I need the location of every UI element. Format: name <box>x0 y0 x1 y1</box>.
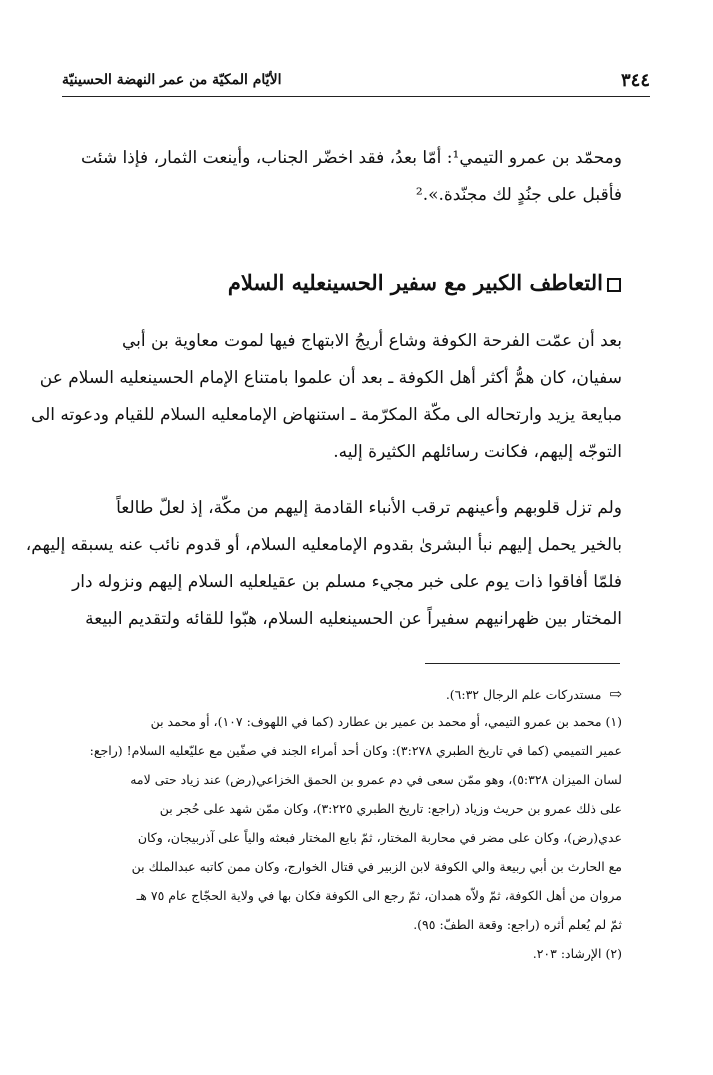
square-bullet-icon <box>607 278 621 292</box>
continuation-arrow-icon: ⇨ <box>609 685 622 703</box>
footnote-line: على ذلك عمرو بن حريث وزياد (راجع: تاريخ الطبري ٣:٢٢٥)، وكان ممّن شهد على حُجر بن <box>159 801 622 816</box>
footnote-continuation <box>62 685 622 703</box>
text-line: سفيان، كان همُّ أكثر أهل الكوفة ـ بعد أن علموا بامتناع الإمام الحسينعليه السلام عن <box>39 368 622 388</box>
intro-paragraph <box>62 140 622 214</box>
text-line: ولم تزل قلوبهم وأعينهم ترقب الأنباء القادمة إليهم من مكّة، إذ لعلّ طالعاً <box>116 498 622 518</box>
text-line: فأقبل على جنُدٍ لك مجنّدة.».² <box>415 185 622 205</box>
footnote-line: مروان من أهل الكوفة، ثمّ ولاّه همدان، ثمّ رجع الى الكوفة فكان بها في ولاية الحجّاج عام ٧٥ هـ <box>136 888 622 903</box>
running-title: الأيّام المكيّة من عمر النهضة الحسينيّة <box>62 72 282 88</box>
text-line: بعد أن عمّت الفرحة الكوفة وشاع أريجُ الابتهاج فيها لموت معاوية بن أبي <box>122 331 622 351</box>
running-header <box>62 70 650 97</box>
footnote-line: (٢) الإرشاد: ٢٠٣. <box>532 946 622 961</box>
paragraph-1 <box>30 323 622 471</box>
text-line: المختار بين ظهرانيهم سفيراً عن الحسينعليه السلام، هبّوا للقائه ولتقديم البيعة <box>85 609 622 629</box>
page-number: ٣٤٤ <box>620 70 650 91</box>
footnote-line: عدي(رض)، وكان على مضر في محاربة المختار، ثمّ بايع المختار فبعثه والياً على آذربيجان، وكان <box>137 830 622 845</box>
footnote-line: ثمّ لم يُعلم أثره (راجع: وقعة الطفّ: ٩٥). <box>413 917 622 932</box>
footnote-line: لسان الميزان ٥:٣٢٨)، وهو ممّن سعى في دم عمرو بن الحمق الخزاعي(رض) عند زياد حتى لامه <box>130 772 622 787</box>
section-heading-text: التعاطف الكبير مع سفير الحسينعليه السلام <box>227 270 603 295</box>
text-line: ومحمّد بن عمرو التيمي¹: أمّا بعدُ، فقد اخضّر الجناب، وأينعت الثمار، فإذا شئت <box>81 148 622 168</box>
paragraph-2 <box>25 490 622 638</box>
text-line: التوجّه إليهم، فكانت رسائلهم الكثيرة إليه. <box>333 442 622 462</box>
section-heading <box>228 270 621 295</box>
text-line: مبايعة يزيد وارتحاله الى مكّة المكرّمة ـ استنهاض الإمامعليه السلام للقيام ودعوته الى <box>30 405 622 425</box>
text-line: فلمّا أفاقوا ذات يوم على خبر مجيء مسلم بن عقيلعليه السلام إليهم ونزوله دار <box>72 572 622 592</box>
footnote-line: عمير التميمي (كما في تاريخ الطبري ٣:٢٧٨): وكان أحد أمراء الجند في صفّين مع عليّعليه السلام! (راجع: <box>89 743 622 758</box>
footnote-text: مستدركات علم الرجال ٦:٣٢). <box>445 687 602 702</box>
text-line: بالخير يحمل إليهم نبأ البشرىٰ بقدوم الإمامعليه السلام، أو قدوم نائب عنه يسبقه إليهم، <box>25 535 622 555</box>
footnote-divider <box>425 663 620 664</box>
footnote-line: مع الحارث بن أبي ربيعة والي الكوفة لابن الزبير في قتال الخوارج، وكان ممن كاتبه عبدالملك بن <box>131 859 622 874</box>
footnote-line: (١) محمد بن عمرو التيمي، أو محمد بن عمير بن عطارد (كما في اللهوف: ١٠٧)، أو محمد بن <box>150 714 622 729</box>
